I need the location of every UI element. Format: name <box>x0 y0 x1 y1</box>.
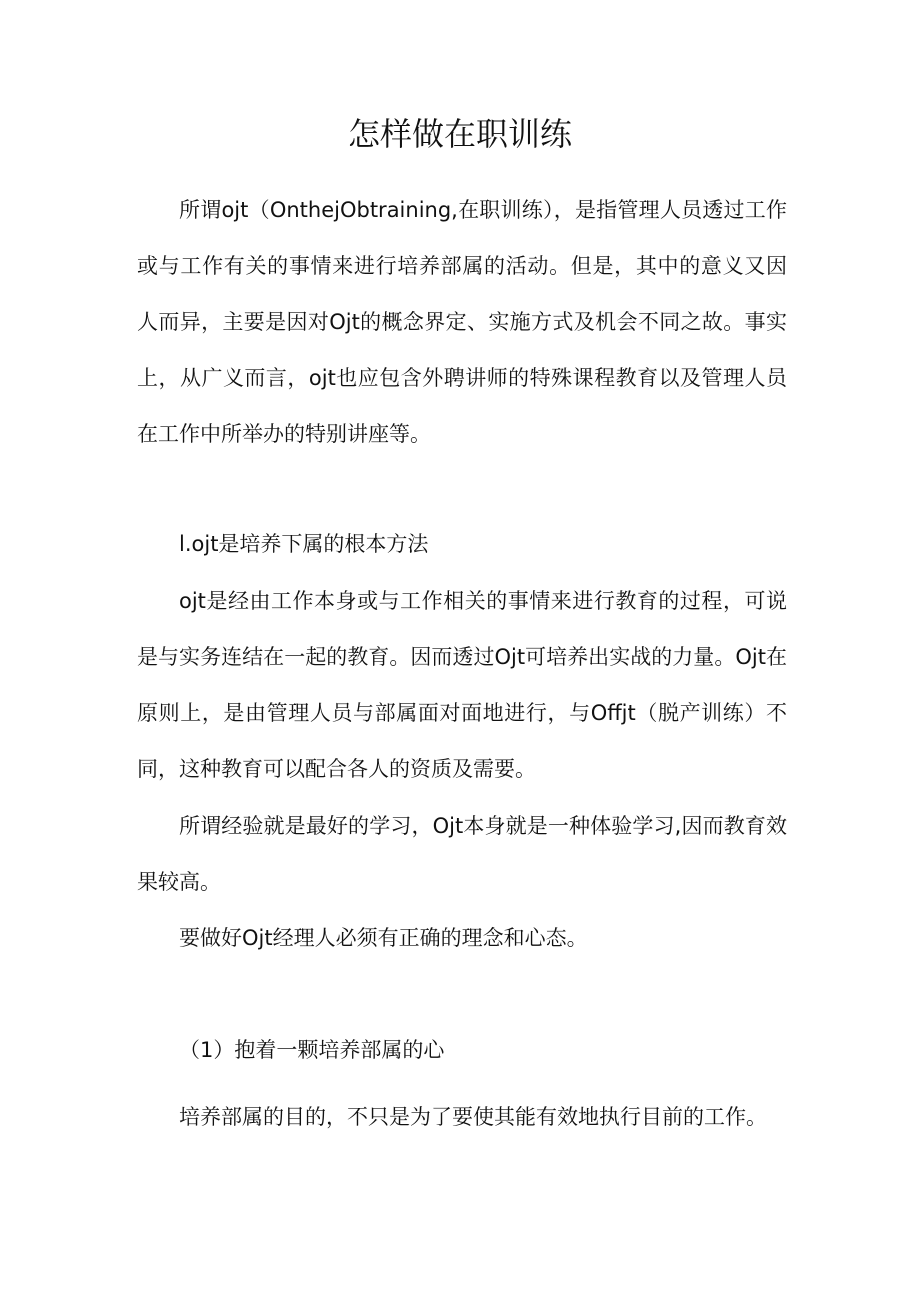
subsection-heading-1: （1）抱着一颗培养部属的心 <box>179 1038 445 1062</box>
section-heading-1: l.ojt是培养下属的根本方法 <box>179 532 429 556</box>
intro-paragraph: 所谓ojt（OnthejObtraining,在职训练），是指管理人员透过工作或与工作有关的事情来进行培养部属的活动。但是，其中的意义又因人而异，主要是因对Ojt的概念界定、实施方式及机会不同之故。事实上，从广义而言，ojt也应包含外聘讲师的特殊课程教育以及管理人员在工作中所举办的特别讲座等。 <box>137 198 787 446</box>
section-1-paragraph-2: 所谓经验就是最好的学习，Ojt本身就是一种体验学习,因而教育效果较高。 <box>137 814 787 894</box>
section-1-paragraph-1: ojt是经由工作本身或与工作相关的事情来进行教育的过程，可说是与实务连结在一起的教育。因而透过Ojt可培养出实战的力量。Ojt在原则上，是由管理人员与部属面对面地进行，与Offjt（脱产训练）不同，这种教育可以配合各人的资质及需要。 <box>137 589 787 781</box>
section-1-paragraph-3: 要做好Ojt经理人必须有正确的理念和心态。 <box>179 926 588 950</box>
subsection-1-paragraph-1: 培养部属的目的，不只是为了要使其能有效地执行目前的工作。 <box>179 1105 767 1129</box>
document-title: 怎样做在职训练 <box>347 115 572 153</box>
